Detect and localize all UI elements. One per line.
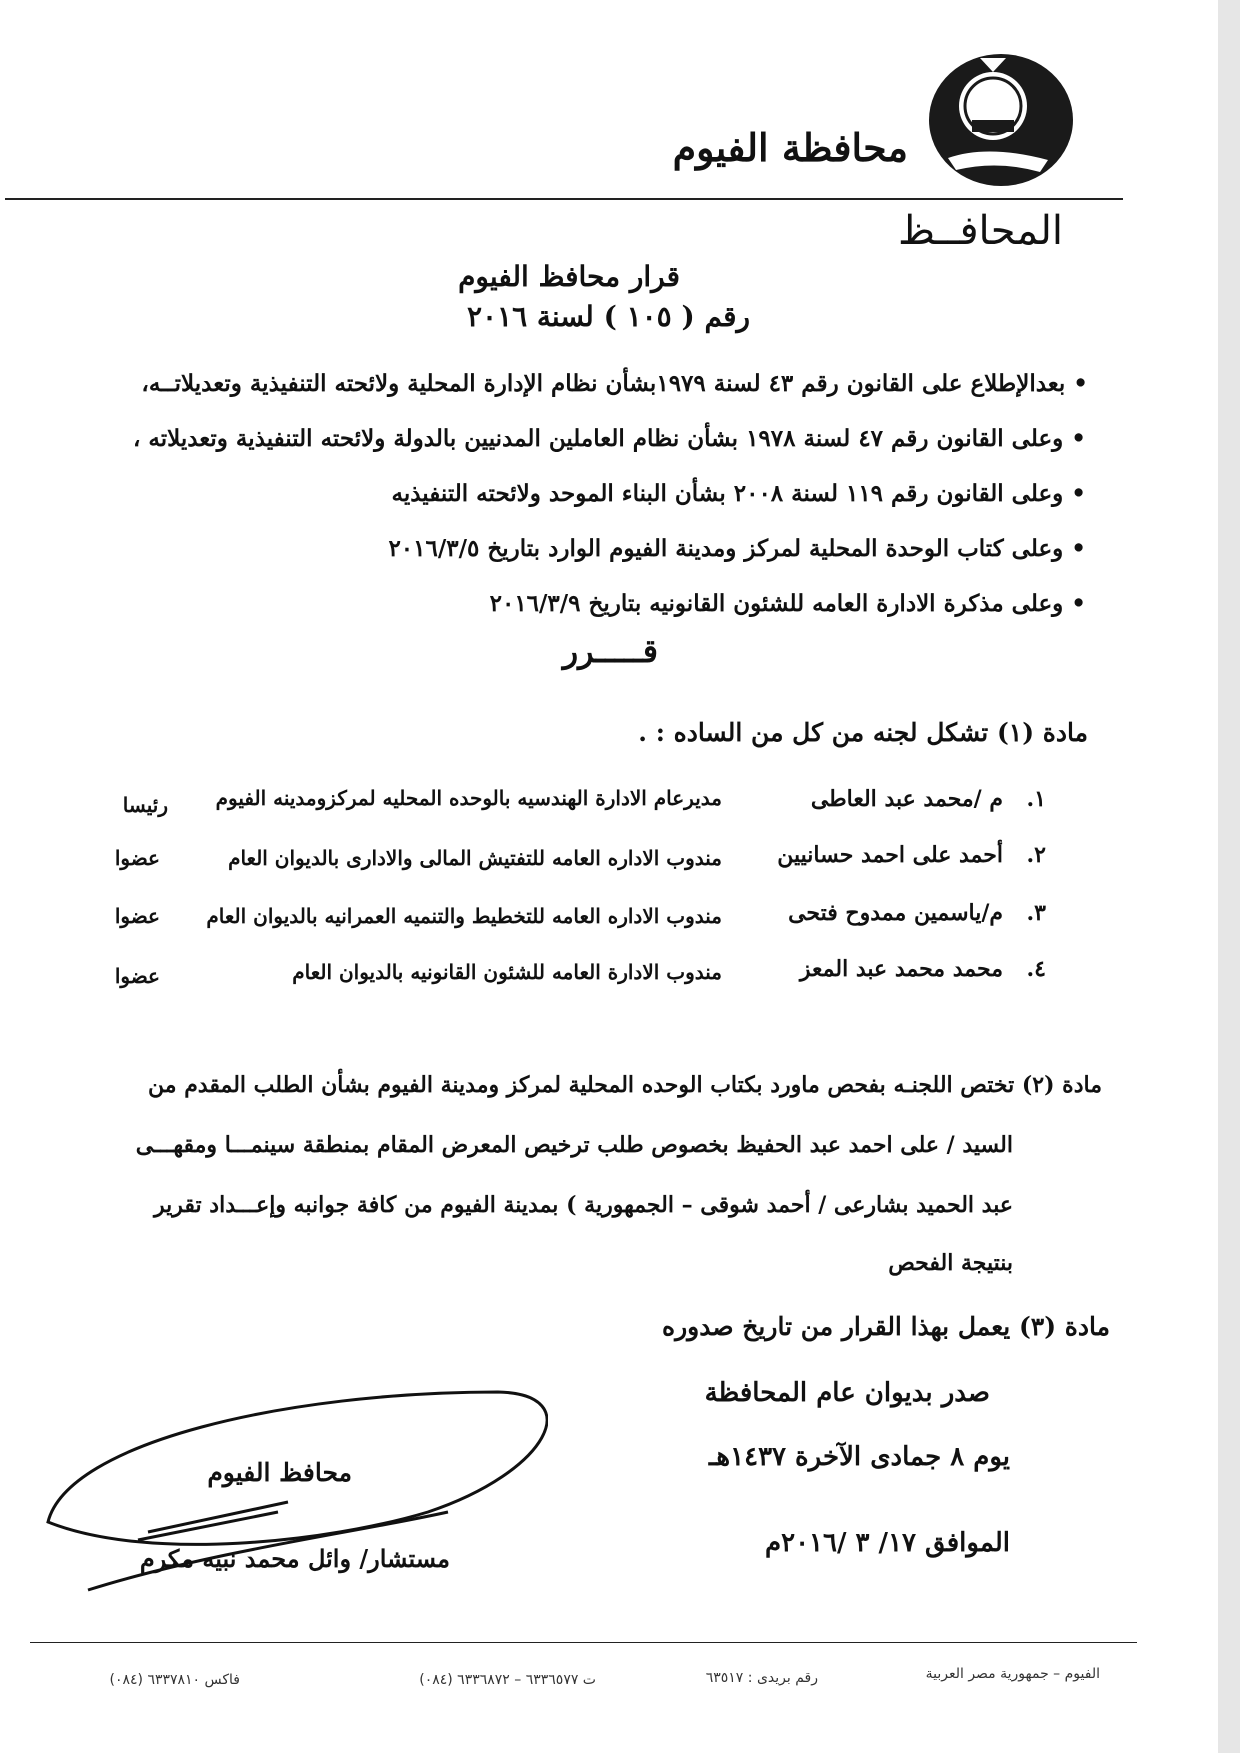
footer-address: الفيوم – جمهورية مصر العربية — [925, 1666, 1100, 1682]
footer-fax: فاكس ٦٣٣٧٨١٠ (٠٨٤) — [109, 1672, 240, 1688]
article-2-line: السيد / على احمد عبد الحفيظ بخصوص طلب ترخيص المعرض المقام بمنطقة سينمـــا ومقهـــى — [135, 1132, 1013, 1158]
member-number: ٣. — [1026, 900, 1046, 926]
member-title: رئيسا — [122, 793, 168, 817]
preamble-line: • وعلى مذكرة الادارة العامه للشئون القانونيه بتاريخ ٢٠١٦/٣/٩ — [489, 590, 1086, 617]
member-title: عضوا — [114, 904, 160, 928]
scan-edge — [1218, 0, 1240, 1753]
governorate-logo-emblem — [928, 48, 1074, 188]
organization-name: محافظة الفيوم — [672, 125, 908, 170]
article-2-line: بنتيجة الفحص — [888, 1250, 1013, 1276]
preamble-line: • وعلى كتاب الوحدة المحلية لمركز ومدينة الفيوم الوارد بتاريخ ٢٠١٦/٣/٥ — [388, 535, 1086, 562]
member-name: م /محمد عبد العاطى — [810, 786, 1003, 812]
member-title: عضوا — [114, 846, 160, 870]
member-number: ٢. — [1026, 842, 1046, 868]
footer-divider — [30, 1642, 1137, 1643]
header-divider — [5, 198, 1123, 200]
preamble-line: • وعلى القانون رقم ٤٧ لسنة ١٩٧٨ بشأن نظام العاملين المدنيين بالدولة ولائحته التنفيذية وتعديلاته ، — [132, 425, 1086, 452]
article-2-line: عبد الحميد بشارعى / أحمد شوقى – الجمهورية ) بمدينة الفيوم من كافة جوانبه وإعـــداد تقرير — [154, 1192, 1013, 1218]
preamble-line: • وعلى القانون رقم ١١٩ لسنة ٢٠٠٨ بشأن البناء الموحد ولائحته التنفيذيه — [391, 480, 1086, 507]
preamble-line: • بعدالإطلاع على القانون رقم ٤٣ لسنة ١٩٧٩بشأن نظام الإدارة المحلية ولائحته التنفيذية وتعديلاتــه، — [141, 370, 1088, 397]
footer-postal: رقم بريدى : ٦٣٥١٧ — [705, 1670, 818, 1686]
article-1-heading: مادة (١) تشكل لجنه من كل من الساده : . — [638, 718, 1088, 747]
signatory-title: محافظ الفيوم — [207, 1458, 352, 1487]
hijri-date: يوم ٨ جمادى الآخرة ١٤٣٧هـ — [708, 1442, 1010, 1472]
member-name: أحمد على احمد حسانيين — [777, 842, 1003, 868]
member-role: مندوب الاداره العامه للتفتيش المالى والادارى بالديوان العام — [228, 846, 722, 870]
member-role: مندوب الادارة العامه للشئون القانونيه بالديوان العام — [292, 960, 722, 984]
article-3-text: مادة (٣) يعمل بهذا القرار من تاريخ صدوره — [661, 1312, 1110, 1341]
member-name: محمد محمد عبد المعز — [799, 956, 1003, 982]
member-title: عضوا — [114, 964, 160, 988]
decided-heading: قـــــرر — [562, 632, 658, 670]
member-name: م/ياسمين ممدوح فتحى — [788, 900, 1003, 926]
gregorian-date: الموافق ١٧/ ٣ /٢٠١٦م — [765, 1528, 1010, 1558]
article-2-line: مادة (٢) تختص اللجنـه بفحص ماورد بكتاب الوحده المحلية لمركز ومدينة الفيوم بشأن الطلب المقدم من — [148, 1072, 1102, 1098]
member-role: مندوب الاداره العامه للتخطيط والتنميه العمرانيه بالديوان العام — [206, 904, 722, 928]
decree-number: رقم ( ١٠٥ ) لسنة ٢٠١٦ — [466, 300, 750, 333]
signatory-name: مستشار/ وائل محمد نبيه مكرم — [139, 1544, 450, 1573]
footer-phone: ت ٦٣٣٦٥٧٧ – ٦٣٣٦٨٧٢ (٠٨٤) — [419, 1672, 596, 1688]
governor-title: المحافــظ — [898, 208, 1063, 254]
issued-at: صدر بديوان عام المحافظة — [704, 1378, 990, 1408]
member-role: مديرعام الادارة الهندسيه بالوحده المحليه لمركزومدينه الفيوم — [215, 786, 722, 810]
member-number: ١. — [1026, 786, 1046, 812]
member-number: ٤. — [1026, 956, 1046, 982]
decree-title: قرار محافظ الفيوم — [458, 260, 680, 293]
